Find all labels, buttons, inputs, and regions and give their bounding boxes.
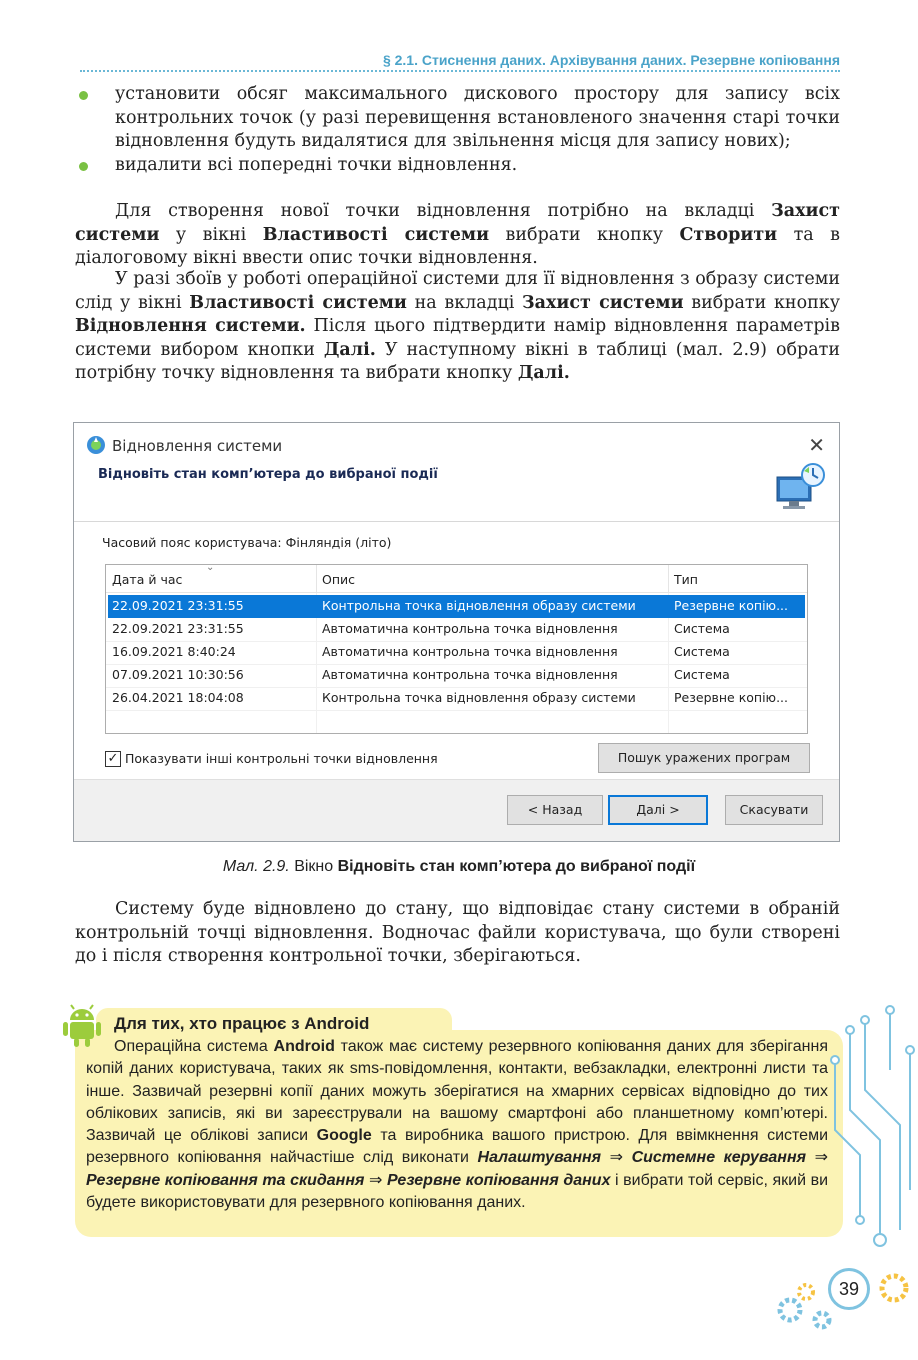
show-more-points-checkbox[interactable]: ✓ bbox=[105, 751, 121, 767]
dialog-separator bbox=[74, 521, 839, 522]
table-row[interactable]: 16.09.2021 8:40:24 Автоматична контрольна точка відновлення Система bbox=[112, 644, 730, 659]
computer-restore-icon bbox=[773, 459, 827, 513]
paragraph-restore-result: Систему буде відновлено до стану, що відповідає стану системи в обраній контрольній точці відновлення. Водночас файли користувача, що були створені до і після створення контрольної точки, зберігаються. bbox=[75, 899, 840, 966]
bullet-dot-icon bbox=[79, 162, 88, 171]
table-row[interactable]: 07.09.2021 10:30:56 Автоматична контрольна точка відновлення Система bbox=[112, 667, 730, 682]
table-row[interactable]: 22.09.2021 23:31:55 Контрольна точка відновлення образу системи Резервне копію... bbox=[108, 595, 805, 618]
sort-chevron-icon: ⌄ bbox=[206, 562, 215, 573]
show-more-points-label[interactable]: Показувати інші контрольні точки відновлення bbox=[125, 751, 438, 766]
dialog-heading: Відновіть стан комп’ютера до вибраної події bbox=[98, 467, 438, 482]
close-icon[interactable]: ✕ bbox=[808, 433, 825, 457]
bullet-dot-icon bbox=[79, 91, 88, 100]
header-divider bbox=[80, 70, 840, 72]
bullet-item: установити обсяг максимального дискового простору для запису всіх контрольних точок (у разі перевищення встановленого значення старі точки відновлення будуть видалятися для звільнення місця для запису нових); bbox=[75, 83, 840, 154]
android-note-text: Операційна система Android також має систему резервного копіювання даних для зберігання копій даних користувача, таких як sms-повідомлення, контакти, вебзакладки, електронні листи та інше. Зазвичай резервні копії даних можуть зберігатися на хмарних сервісах відповідно до тих облікових записів, які ви зареєстрували на вашому смартфоні або планшетному комп’ютері. Зазвичай це облікові записи Google та виробника вашого пристрою. Для ввімкнення системи резервного копіювання найчастіше слід виконати Налаштування ⇒ Системне керування ⇒ Резервне копіювання та скидання ⇒ Резервне копіювання даних і вибрати той сервіс, який ви будете використовувати для резервного копіювання даних. bbox=[86, 1038, 829, 1212]
paragraph-restore-system: У разі збоїв у роботі операційної системи для її відновлення з образу системи слід у вікні Властивості системи на вкладці Захист системи вибрати кнопку Відновлення системи. Після цього підтвердити намір відновлення параметрів системи вибором кнопки Далі. У наступному вікні в таблиці (мал. 2.9) обрати потрібну точку відновлення та вибрати кнопку Далі. bbox=[75, 269, 841, 383]
timezone-label: Часовий пояс користувача: Фінляндія (літо) bbox=[102, 535, 392, 550]
next-button[interactable]: Далі > bbox=[608, 795, 708, 825]
table-row[interactable]: 26.04.2021 18:04:08 Контрольна точка відновлення образу системи Резервне копію... bbox=[112, 690, 788, 705]
paragraph-create-point: Для створення нової точки відновлення потрібно на вкладці Захист системи у вікні Властивості системи вибрати кнопку Створити та в діалоговому вікні ввести опис точки відновлення. bbox=[75, 201, 841, 268]
table-header bbox=[106, 562, 807, 593]
column-header-description[interactable]: Опис bbox=[322, 572, 356, 587]
figure-caption: Мал. 2.9. Вікно Відновіть стан комп’ютера до вибраної події bbox=[222, 858, 696, 875]
column-header-date[interactable]: Дата й час bbox=[112, 572, 183, 587]
column-header-type[interactable]: Тип bbox=[674, 572, 698, 587]
bullet-list bbox=[75, 83, 840, 177]
cancel-button[interactable]: Скасувати bbox=[725, 795, 823, 825]
back-button[interactable]: < Назад bbox=[507, 795, 603, 825]
scan-affected-programs-button[interactable]: Пошук уражених програм bbox=[598, 743, 810, 773]
dialog-title: Відновлення системи bbox=[112, 437, 283, 455]
page-number: 39 bbox=[828, 1268, 870, 1310]
restore-dialog bbox=[73, 422, 840, 842]
bullet-item: видалити всі попередні точки відновлення. bbox=[75, 154, 840, 178]
restore-points-table bbox=[105, 564, 808, 734]
system-restore-icon bbox=[84, 433, 108, 457]
table-row[interactable]: 22.09.2021 23:31:55 Автоматична контрольна точка відновлення Система bbox=[112, 621, 730, 636]
running-header: § 2.1. Стиснення даних. Архівування даних. Резервне копіювання bbox=[382, 52, 840, 68]
android-note-title: Для тих, хто працює з Android bbox=[114, 1014, 370, 1033]
